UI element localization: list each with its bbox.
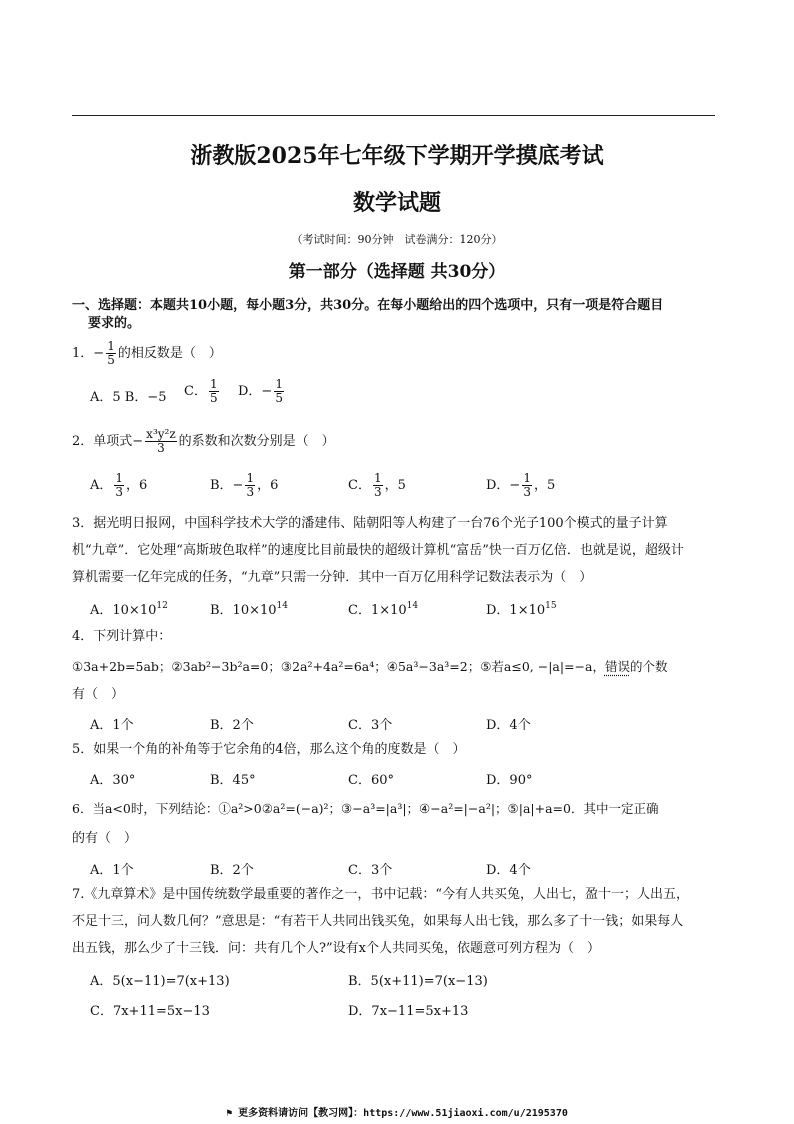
q4-option-b: B．2个 bbox=[210, 718, 254, 733]
q1-option-d: D．− $\frac{1}{5}$ bbox=[238, 377, 283, 405]
q7-option-b: B．5(x+11)=7(x−13) bbox=[348, 974, 488, 989]
q1-options-ab: A．5 B．−5 bbox=[90, 390, 167, 405]
question-6-line-2: 的有（ ） bbox=[72, 831, 138, 846]
q7-option-c: C．7x+11=5x−13 bbox=[90, 1004, 210, 1019]
q6-option-b: B．2个 bbox=[210, 863, 254, 878]
fraction: $\frac{1}{5}$ bbox=[107, 339, 115, 367]
question-4-line-2: ①3a+2b=5ab；②3ab²−3b²a=0；③2a²+4a²=6a⁴；④5a³−3a³=2；⑤若a≤0, −|a|=−a，错误的个数 bbox=[72, 659, 668, 674]
q5-option-b: B．45° bbox=[210, 773, 256, 788]
q3-option-b: B．$10\times 10^{14}$ bbox=[210, 601, 288, 618]
q6-option-d: D．4个 bbox=[486, 863, 531, 878]
q2-option-c: C． $\frac{1}{3}$ ，5 bbox=[348, 471, 406, 499]
q4-option-c: C．3个 bbox=[348, 718, 393, 733]
q4-option-d: D．4个 bbox=[486, 718, 531, 733]
section-instructions-1: 一、选择题：本题共10小题，每小题3分，共30分。在每小题给出的四个选项中，只有一项是符合题目 bbox=[72, 298, 664, 313]
q7-option-d: D．7x−11=5x+13 bbox=[348, 1004, 469, 1019]
q6-option-c: C．3个 bbox=[348, 863, 393, 878]
q5-option-d: D．90° bbox=[486, 773, 533, 788]
q5-option-c: C．60° bbox=[348, 773, 394, 788]
header-rule bbox=[72, 115, 715, 116]
q3-option-c: C．$1\times 10^{14}$ bbox=[348, 601, 419, 618]
question-2: 2．单项式− $\frac{\text{x³y²z}}{3}$ 的系数和次数分别是（ ） bbox=[72, 427, 335, 455]
footer-link[interactable]: ⚑ 更多资料请访问【教习网】：https://www.51jiaoxi.com/u/2195370 bbox=[226, 1108, 568, 1119]
question-3-line-1: 3．据光明日报网，中国科学技术大学的潘建伟、陆朝阳等人构建了一台76个光子100个模式的量子计算 bbox=[72, 516, 668, 531]
q3-option-a: A．$10\times 10^{12}$ bbox=[90, 601, 168, 618]
question-1: 1．− $\frac{1}{5}$ 的相反数是（ ） bbox=[72, 339, 222, 367]
q7-option-a: A．5(x−11)=7(x+13) bbox=[90, 974, 230, 989]
section-instructions-2: 要求的。 bbox=[88, 316, 141, 331]
q1-option-c: C． $\frac{1}{5}$ bbox=[184, 377, 218, 405]
q2-option-b: B．− $\frac{1}{3}$ ，6 bbox=[210, 471, 279, 499]
fraction: $\frac{\text{x³y²z}}{3}$ bbox=[146, 427, 176, 455]
q6-option-a: A．1个 bbox=[90, 863, 134, 878]
question-4-line-1: 4．下列计算中： bbox=[72, 629, 172, 644]
question-6-line-1: 6．当a<0时，下列结论：①a²>0②a²=(−a)²；③−a³=|a³|；④−a²=|−a²|；⑤|a|+a=0．其中一定正确 bbox=[72, 801, 659, 816]
question-7-line-2: 不足十三，问人数几何？”意思是：“有若干人共同出钱买兔，如果每人出七钱，那么多了十一钱；如果每人 bbox=[72, 914, 684, 929]
question-7-line-3: 出五钱，那么少了十三钱．问：共有几个人?”设有x个人共同买兔，依题意可列方程为（ ） bbox=[72, 941, 600, 956]
q2-option-d: D．− $\frac{1}{3}$ ，5 bbox=[486, 471, 556, 499]
question-3-line-3: 算机需要一亿年完成的任务，“九章”只需一分钟．其中一百万亿用科学记数法表示为（ ） bbox=[72, 570, 593, 585]
flag-icon: ⚑ bbox=[226, 1108, 239, 1119]
question-3-line-2: 机“九章”．它处理“高斯玻色取样”的速度比目前最快的超级计算机“富岳”快一百万亿倍．也就是说，超级计 bbox=[72, 543, 684, 558]
exam-subtitle: 数学试题 bbox=[352, 190, 441, 216]
question-7-line-1: 7.《九章算术》是中国传统数学最重要的著作之一，书中记载：“今有人共买兔，人出七，盈十一；人出五， bbox=[72, 887, 690, 902]
q4-option-a: A．1个 bbox=[90, 718, 134, 733]
q3-option-d: D．$1\times 10^{15}$ bbox=[486, 601, 557, 618]
q2-option-a: A． $\frac{1}{3}$ ，6 bbox=[90, 471, 148, 499]
exam-title: 浙教版2025年七年级下学期开学摸底考试 bbox=[190, 143, 604, 169]
q5-option-a: A．30° bbox=[90, 773, 136, 788]
question-4-line-3: 有（ ） bbox=[72, 687, 125, 702]
exam-meta: （考试时间：90分钟 试卷满分：120分） bbox=[291, 233, 503, 246]
part-heading: 第一部分（选择题 共30分） bbox=[288, 262, 506, 282]
question-5: 5．如果一个角的补角等于它余角的4倍，那么这个角的度数是（ ） bbox=[72, 742, 466, 757]
